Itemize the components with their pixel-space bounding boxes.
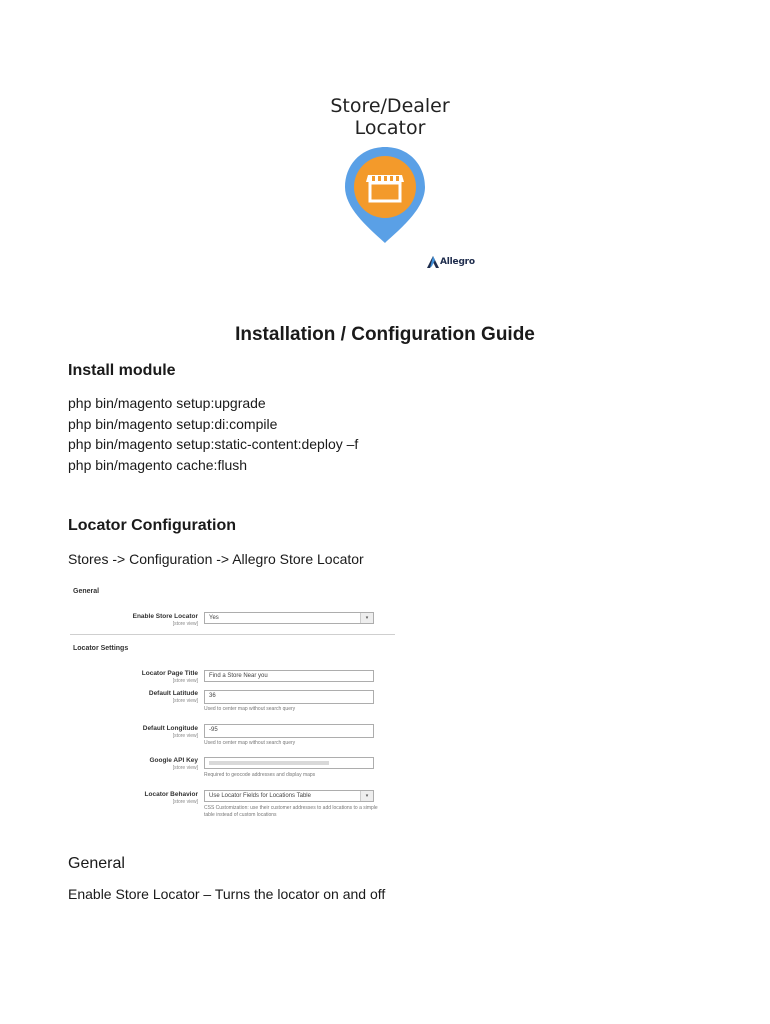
enable-label: Enable Store Locator	[132, 613, 198, 620]
api-key-note: Required to geocode addresses and display maps	[204, 772, 316, 778]
api-key-input[interactable]	[204, 757, 374, 769]
longitude-label: Default Longitude	[142, 725, 198, 732]
latitude-input[interactable]: 36	[204, 690, 374, 704]
api-key-label: Google API Key	[149, 757, 198, 764]
page-title-scope: [store view]	[172, 678, 198, 684]
logo-title-line1: Store/Dealer	[330, 95, 450, 117]
behavior-select-value: Use Locator Fields for Locations Table	[209, 793, 311, 799]
longitude-note: Used to center map without search query	[204, 740, 296, 746]
command-line: php bin/magento setup:di:compile	[68, 416, 278, 432]
behavior-select[interactable]	[204, 790, 374, 802]
page-title-input[interactable]: Find a Store Near you	[204, 670, 374, 682]
config-heading: Locator Configuration	[68, 517, 236, 534]
general-heading: General	[68, 855, 125, 872]
command-line: php bin/magento cache:flush	[68, 457, 248, 473]
section-general: General	[73, 588, 100, 595]
longitude-scope: [store view]	[172, 733, 198, 739]
page-title-label: Locator Page Title	[141, 670, 198, 677]
api-key-scope: [store view]	[172, 765, 198, 771]
store-pin-icon	[340, 145, 430, 245]
divider	[70, 634, 395, 635]
page-title: Installation / Configuration Guide	[235, 324, 535, 345]
chevron-down-icon: ▾	[360, 613, 373, 623]
latitude-note: Used to center map without search query	[204, 706, 296, 712]
latitude-scope: [store view]	[172, 698, 198, 704]
redacted-value	[209, 761, 329, 765]
command-line: php bin/magento setup:upgrade	[68, 395, 266, 411]
config-screenshot	[68, 582, 398, 827]
install-heading: Install module	[68, 362, 176, 379]
latitude-label: Default Latitude	[148, 690, 198, 697]
general-text: Enable Store Locator – Turns the locator on and off	[68, 886, 386, 902]
command-line: php bin/magento setup:static-content:deploy –f	[68, 436, 359, 452]
allegro-logo-icon	[426, 255, 440, 269]
enable-select[interactable]	[204, 612, 374, 624]
longitude-input[interactable]: -95	[204, 724, 374, 738]
enable-select-value: Yes	[209, 615, 219, 621]
config-path: Stores -> Configuration -> Allegro Store Locator	[68, 551, 364, 567]
behavior-note: CSS Customization: use their customer addresses to add locations to a simple table instead of custom locations	[204, 805, 378, 818]
section-locator-settings: Locator Settings	[73, 645, 129, 652]
behavior-label: Locator Behavior	[144, 791, 198, 798]
logo-title	[300, 95, 480, 139]
behavior-scope: [store view]	[172, 799, 198, 805]
allegro-brand	[426, 255, 475, 271]
enable-scope: [store view]	[172, 621, 198, 627]
logo-title-line2: Locator	[354, 117, 426, 139]
allegro-brand-name: Allegro	[440, 257, 475, 267]
chevron-down-icon: ▾	[360, 791, 373, 801]
